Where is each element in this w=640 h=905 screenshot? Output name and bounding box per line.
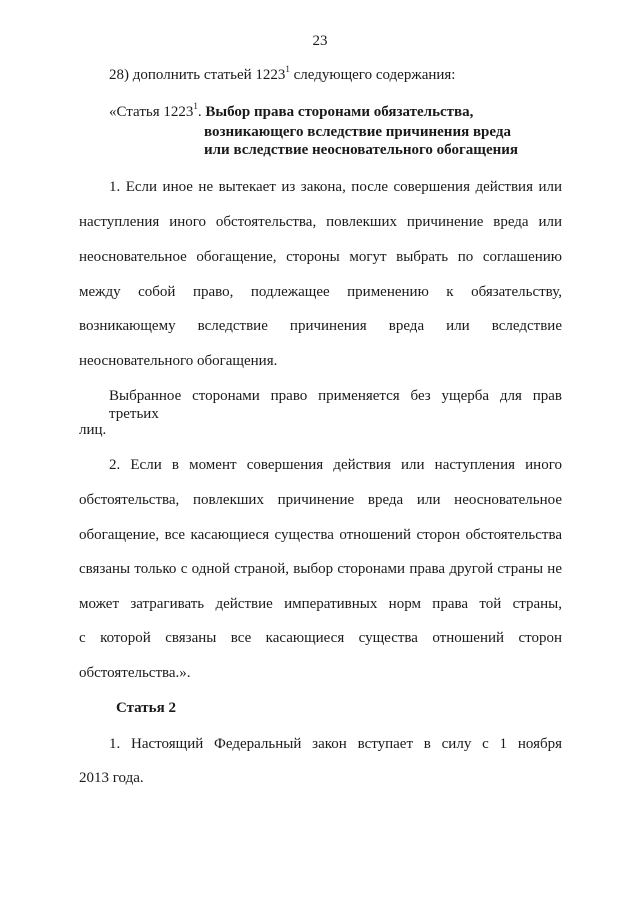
article-2-heading: Статья 2 — [116, 700, 176, 716]
article-title-line-1: Выбор права сторонами обязательства, — [205, 104, 474, 120]
intro-superscript: 1 — [285, 64, 290, 74]
article-2-line-1: 1. Настоящий Федеральный закон вступает в силу с 1 ноября — [109, 736, 562, 752]
article-2-line-2: 2013 года. — [79, 770, 144, 786]
paragraph-1-line-6: неосновательного обогащения. — [79, 353, 278, 369]
article-label: «Статья 1223 — [109, 104, 194, 120]
intro-suffix: следующего содержания: — [289, 67, 456, 83]
paragraph-2-line-1: Выбранное сторонами право применяется без ущерба для прав третьих — [109, 388, 562, 422]
article-dot: . — [197, 104, 202, 120]
article-header — [109, 103, 473, 121]
paragraph-3-line-3: обогащение, все касающиеся существа отношений сторон обстоятельства — [79, 527, 562, 543]
paragraph-1-line-4: между собой право, подлежащее применению к обязательству, — [79, 284, 562, 300]
paragraph-1-line-5: возникающему вследствие причинения вреда или вследствие — [79, 318, 562, 334]
article-title-line-2: возникающего вследствие причинения вреда — [204, 124, 511, 140]
paragraph-3-line-1: 2. Если в момент совершения действия или наступления иного — [109, 457, 562, 473]
paragraph-1-line-2: наступления иного обстоятельства, повлекших причинение вреда или — [79, 214, 562, 230]
paragraph-3-line-6: с которой связаны все касающиеся существа отношений сторон — [79, 630, 562, 646]
paragraph-1-line-3: неосновательное обогащение, стороны могут выбрать по соглашению — [79, 249, 562, 265]
paragraph-3-line-2: обстоятельства, повлекших причинение вреда или неосновательное — [79, 492, 562, 508]
paragraph-2-line-2: лиц. — [79, 422, 107, 438]
paragraph-3-line-4: связаны только с одной страной, выбор сторонами права другой страны не — [79, 561, 562, 577]
article-superscript: 1 — [193, 101, 198, 111]
paragraph-3-line-7: обстоятельства.». — [79, 665, 191, 681]
paragraph-1-line-1: 1. Если иное не вытекает из закона, после совершения действия или — [109, 179, 562, 195]
amendment-intro — [109, 66, 455, 84]
article-title-line-3: или вследствие неосновательного обогащения — [204, 142, 519, 158]
paragraph-3-line-5: может затрагивать действие императивных норм права той страны, — [79, 596, 562, 612]
page-number: 23 — [312, 33, 328, 49]
intro-prefix: 28) дополнить статьей 1223 — [109, 67, 286, 83]
